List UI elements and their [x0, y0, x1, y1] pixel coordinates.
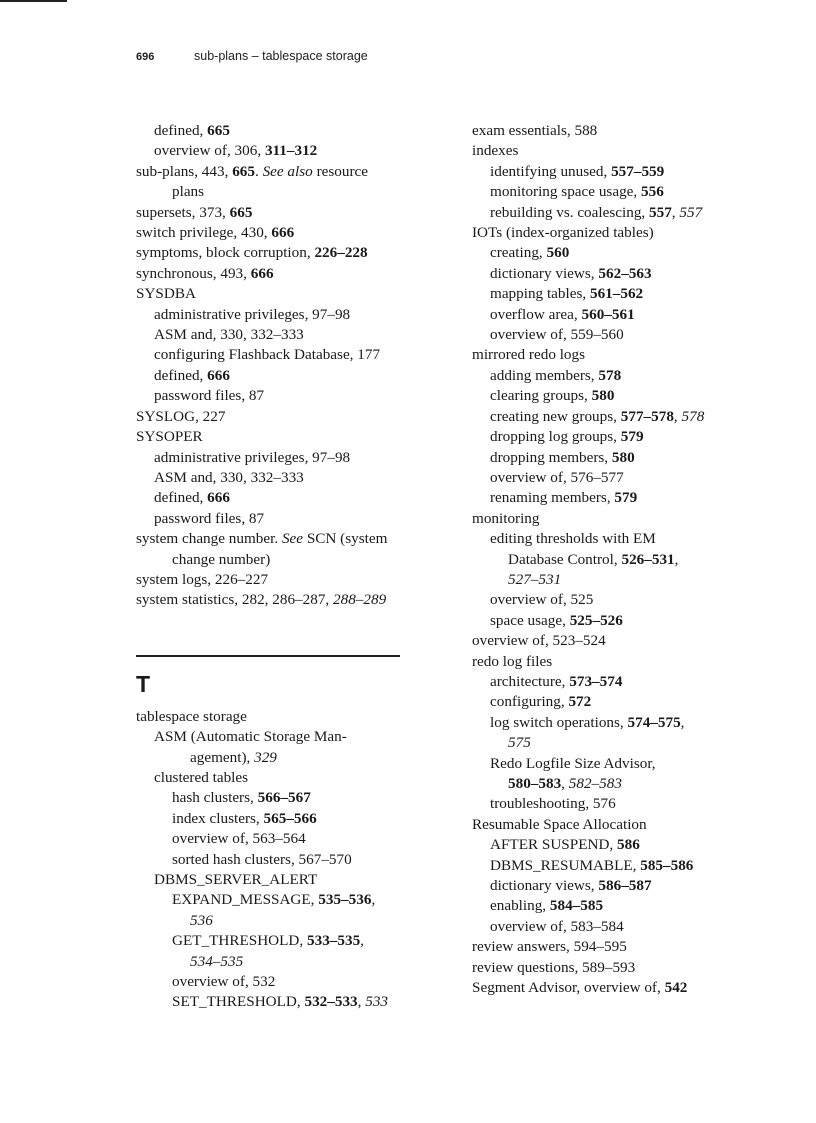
- page-ref-italic: 329: [254, 748, 277, 766]
- index-entry: [472, 264, 772, 284]
- index-entry: [472, 896, 772, 916]
- entry-text: identifying unused,: [490, 162, 612, 180]
- entry-text: symptoms, block corruption,: [136, 244, 315, 262]
- entry-text: overview of, 306,: [154, 142, 265, 160]
- entry-text: system change number.: [136, 530, 282, 548]
- index-entry: [472, 468, 772, 488]
- entry-text: overview of, 583–584: [490, 917, 624, 935]
- entry-text: creating,: [490, 244, 547, 262]
- entry-text: clustered tables: [154, 768, 249, 786]
- index-entry: [472, 529, 772, 549]
- index-entry: [472, 141, 772, 161]
- page-ref-italic: 582–583: [568, 775, 622, 792]
- index-entry: [136, 162, 408, 182]
- page-ref-bold: 311–312: [264, 142, 318, 160]
- index-entry: [136, 305, 408, 325]
- index-entry: [472, 876, 772, 896]
- page-ref-bold: 666: [207, 489, 230, 507]
- page-ref-bold: 557: [649, 203, 672, 221]
- page-ref-italic: 533: [365, 993, 388, 1011]
- page-ref-bold: 586: [617, 836, 640, 854]
- index-entry: [472, 570, 772, 590]
- entry-text: ,: [671, 203, 680, 221]
- entry-text: system statistics, 282, 286–287,: [136, 591, 334, 609]
- page-ref-bold: 526–531: [621, 550, 675, 568]
- entry-text: SET_THRESHOLD,: [172, 993, 305, 1011]
- entry-text: system logs, 226–227: [136, 570, 269, 588]
- entry-text: password files, 87: [154, 387, 265, 405]
- index-entry: [136, 509, 408, 529]
- page-ref-italic: 534–535: [190, 952, 244, 970]
- entry-text: DBMS_SERVER_ALERT: [154, 871, 318, 888]
- entry-text: space usage,: [490, 611, 570, 629]
- entry-text: agement),: [190, 748, 255, 766]
- entry-text: ,: [360, 932, 364, 950]
- entry-text: defined,: [154, 366, 208, 384]
- index-entry: [472, 325, 772, 345]
- index-entry: [472, 509, 772, 529]
- index-entry: [472, 448, 772, 468]
- index-entry: [472, 815, 772, 835]
- page-ref-bold: 665: [207, 122, 230, 139]
- page-ref-italic: See also: [262, 162, 313, 180]
- index-entry: [472, 713, 772, 733]
- index-entry: [472, 958, 772, 978]
- entry-text: ,: [561, 775, 569, 792]
- index-entry: [136, 952, 408, 972]
- entry-text: redo log files: [472, 652, 553, 670]
- index-entry: [472, 203, 772, 223]
- index-entry: [472, 366, 772, 386]
- index-entry: [136, 264, 408, 284]
- entry-text: Segment Advisor, overview of,: [472, 979, 665, 997]
- index-entry: [472, 223, 772, 243]
- entry-text: DBMS_RESUMABLE,: [490, 856, 641, 874]
- index-entry: [136, 427, 408, 447]
- index-entry: [136, 223, 408, 243]
- entry-text: Resumable Space Allocation: [472, 815, 647, 833]
- page-ref-bold: 573–574: [569, 672, 623, 690]
- entry-text: Database Control,: [508, 550, 622, 568]
- index-entry: [136, 345, 408, 365]
- index-entry: [472, 550, 772, 570]
- index-entry: [136, 788, 408, 808]
- page-ref-bold: 226–228: [314, 244, 368, 262]
- index-entry: [472, 407, 772, 427]
- index-entry: [136, 529, 408, 549]
- index-entry: [136, 407, 408, 427]
- index-entry: [472, 672, 772, 692]
- index-entry: [136, 992, 408, 1012]
- index-column-left: [136, 121, 408, 1013]
- page-ref-bold: 560–561: [581, 305, 635, 323]
- index-entry: [472, 917, 772, 937]
- entry-text: overview of, 523–524: [472, 632, 606, 650]
- entry-text: tablespace storage: [136, 707, 247, 725]
- index-entry: [136, 182, 408, 202]
- index-entry: [136, 890, 408, 910]
- page-ref-bold: 572: [568, 693, 592, 711]
- page-ref-bold: 578: [598, 366, 622, 384]
- entry-text: indexes: [472, 142, 519, 160]
- entry-text: dictionary views,: [490, 877, 599, 895]
- entry-text: ASM (Automatic Storage Man-: [154, 728, 347, 746]
- entry-text: log switch operations,: [490, 713, 628, 731]
- entry-text: dictionary views,: [490, 264, 599, 282]
- entry-text: AFTER SUSPEND,: [490, 836, 618, 854]
- entry-text: clearing groups,: [490, 387, 592, 405]
- page-ref-bold: 666: [207, 366, 230, 384]
- index-entry: [136, 870, 408, 890]
- index-entry: [136, 448, 408, 468]
- page-ref-italic: 557: [679, 203, 703, 221]
- index-entry: [136, 550, 408, 570]
- entry-text: supersets, 373,: [136, 203, 230, 221]
- entry-text: architecture,: [490, 672, 570, 690]
- page-ref-bold: 560: [546, 244, 570, 262]
- page-ref-bold: 580: [591, 387, 615, 405]
- index-entry: [472, 774, 772, 794]
- entry-text: sub-plans, 443,: [136, 162, 233, 180]
- page-ref-italic: 536: [190, 911, 213, 929]
- index-entry: [136, 488, 408, 508]
- entry-text: overview of, 563–564: [172, 830, 306, 848]
- index-entry: [472, 631, 772, 651]
- page-ref-bold: 666: [250, 264, 274, 282]
- entry-text: administrative privileges, 97–98: [154, 305, 351, 323]
- page-ref-bold: 565–566: [263, 809, 317, 827]
- index-entry: [472, 182, 772, 202]
- index-entry: [136, 141, 408, 161]
- entry-text: review answers, 594–595: [472, 938, 627, 956]
- page-ref-bold: 580–583: [508, 775, 562, 792]
- entry-text: overview of, 576–577: [490, 468, 624, 486]
- entry-text: SCN (system: [303, 530, 388, 548]
- page-ref-bold: 556: [641, 183, 664, 201]
- index-entry: [136, 243, 408, 263]
- index-entry: [136, 809, 408, 829]
- page-ref-bold: 665: [232, 162, 255, 180]
- index-entry: [472, 856, 772, 876]
- entry-text: EXPAND_MESSAGE,: [172, 891, 319, 909]
- entry-text: defined,: [154, 122, 208, 139]
- page-ref-bold: 585–586: [640, 856, 694, 874]
- page-ref-bold: 557–559: [611, 162, 665, 180]
- entry-text: renaming members,: [490, 489, 615, 507]
- index-entry: [472, 121, 772, 141]
- page-ref-bold: 574–575: [627, 713, 681, 731]
- header-title: sub-plans – tablespace storage: [194, 49, 368, 63]
- entry-text: overview of, 525: [490, 591, 594, 609]
- index-entry: [136, 284, 408, 304]
- entry-text: rebuilding vs. coalescing,: [490, 203, 650, 221]
- page-number: 696: [136, 51, 155, 63]
- index-entry: [472, 162, 772, 182]
- entry-text: monitoring space usage,: [490, 183, 641, 201]
- page-ref-bold: 665: [229, 203, 253, 221]
- entry-text: defined,: [154, 489, 208, 507]
- index-entry: [136, 768, 408, 788]
- entry-text: overflow area,: [490, 305, 582, 323]
- entry-text: ,: [673, 407, 682, 425]
- entry-text: SYSOPER: [136, 428, 203, 446]
- index-entry: [472, 386, 772, 406]
- entry-text: editing thresholds with EM: [490, 530, 656, 548]
- entries-s-continued: [136, 121, 408, 611]
- index-entry: [136, 829, 408, 849]
- entry-text: monitoring: [472, 509, 540, 527]
- page-ref-italic: 288–289: [333, 591, 387, 609]
- entry-text: synchronous, 493,: [136, 264, 251, 282]
- entry-text: SYSLOG, 227: [136, 407, 226, 425]
- index-entry: [472, 692, 772, 712]
- entry-text: dropping members,: [490, 448, 612, 466]
- index-entry: [136, 931, 408, 951]
- entry-text: ,: [357, 993, 366, 1011]
- section-letter: T: [136, 670, 151, 697]
- index-entry: [472, 611, 772, 631]
- index-entry: [136, 707, 408, 727]
- page-ref-bold: 584–585: [549, 897, 604, 915]
- entry-text: mirrored redo logs: [472, 346, 586, 364]
- page-ref-italic: 527–531: [508, 570, 562, 588]
- entry-text: ASM and, 330, 332–333: [154, 326, 304, 344]
- index-entry: [136, 850, 408, 870]
- index-entry: [136, 121, 408, 141]
- index-entry: [136, 911, 408, 931]
- index-entry: [136, 570, 408, 590]
- entry-text: switch privilege, 430,: [136, 224, 272, 242]
- page-ref-bold: 533–535: [307, 932, 361, 950]
- entry-text: resource: [312, 162, 368, 180]
- index-entry: [472, 284, 772, 304]
- page-ref-bold: 577–578: [620, 407, 674, 425]
- index-entry: [472, 652, 772, 672]
- index-entry: [472, 345, 772, 365]
- index-entry: [472, 754, 772, 774]
- entry-text: review questions, 589–593: [472, 958, 636, 976]
- entry-text: enabling,: [490, 897, 550, 915]
- page-ref-bold: 562–563: [598, 264, 652, 282]
- section-rule: [136, 655, 400, 657]
- index-entry: [136, 590, 408, 610]
- index-entry: [472, 978, 772, 998]
- page-ref-bold: 542: [664, 979, 688, 997]
- entry-text: GET_THRESHOLD,: [172, 932, 307, 950]
- index-entry: [472, 243, 772, 263]
- page-ref-bold: 561–562: [589, 285, 644, 303]
- entry-text: index clusters,: [172, 809, 264, 827]
- index-entry: [136, 748, 408, 768]
- index-entry: [472, 305, 772, 325]
- entries-t: [136, 707, 408, 1013]
- entry-text: IOTs (index-organized tables): [472, 224, 654, 242]
- page-ref-bold: 535–536: [318, 891, 372, 909]
- index-entry: [472, 427, 772, 447]
- index-entry: [136, 366, 408, 386]
- page-ref-italic: See: [281, 530, 304, 548]
- entry-text: change number): [172, 550, 271, 568]
- index-entry: [136, 386, 408, 406]
- entries-right: [472, 121, 772, 998]
- page-ref-bold: 532–533: [304, 993, 358, 1011]
- entry-text: overview of, 532: [172, 973, 276, 991]
- index-entry: [136, 325, 408, 345]
- page-ref-bold: 580: [611, 448, 635, 466]
- entry-text: ,: [680, 713, 685, 731]
- page-ref-bold: 666: [271, 224, 295, 242]
- index-entry: [472, 937, 772, 957]
- entry-text: Redo Logfile Size Advisor,: [490, 754, 656, 772]
- page-ref-bold: 525–526: [569, 611, 623, 629]
- entry-text: adding members,: [490, 366, 599, 384]
- page-ref-bold: 579: [620, 428, 644, 446]
- entry-text: administrative privileges, 97–98: [154, 448, 351, 466]
- entry-text: dropping log groups,: [490, 428, 621, 446]
- entry-text: ,: [371, 891, 376, 909]
- entry-text: configuring,: [490, 693, 569, 711]
- entry-text: mapping tables,: [490, 285, 590, 303]
- index-entry: [136, 972, 408, 992]
- entry-text: SYSDBA: [136, 285, 196, 303]
- index-entry: [472, 590, 772, 610]
- running-header: [136, 49, 368, 63]
- index-entry: [472, 733, 772, 753]
- entry-text: ASM and, 330, 332–333: [154, 468, 304, 486]
- index-entry: [472, 794, 772, 814]
- page-ref-bold: 586–587: [598, 877, 652, 895]
- index-column-right: [472, 121, 772, 998]
- index-entry: [136, 468, 408, 488]
- entry-text: exam essentials, 588: [472, 122, 598, 139]
- crop-mark: [0, 0, 67, 2]
- page-ref-bold: 566–567: [257, 789, 311, 807]
- entry-text: plans: [172, 183, 205, 201]
- entry-text: .: [254, 162, 263, 180]
- entry-text: sorted hash clusters, 567–570: [172, 850, 352, 868]
- index-entry: [472, 835, 772, 855]
- index-entry: [136, 203, 408, 223]
- index-entry: [472, 488, 772, 508]
- page-ref-italic: 575: [508, 734, 531, 752]
- entry-text: ,: [674, 550, 679, 568]
- page-ref-bold: 579: [614, 489, 638, 507]
- entry-text: configuring Flashback Database, 177: [154, 346, 381, 364]
- entry-text: password files, 87: [154, 509, 265, 527]
- index-entry: [136, 727, 408, 747]
- entry-text: overview of, 559–560: [490, 326, 624, 344]
- entry-text: troubleshooting, 576: [490, 795, 616, 813]
- entry-text: hash clusters,: [172, 789, 258, 807]
- page-ref-italic: 578: [681, 407, 705, 425]
- entry-text: creating new groups,: [490, 407, 621, 425]
